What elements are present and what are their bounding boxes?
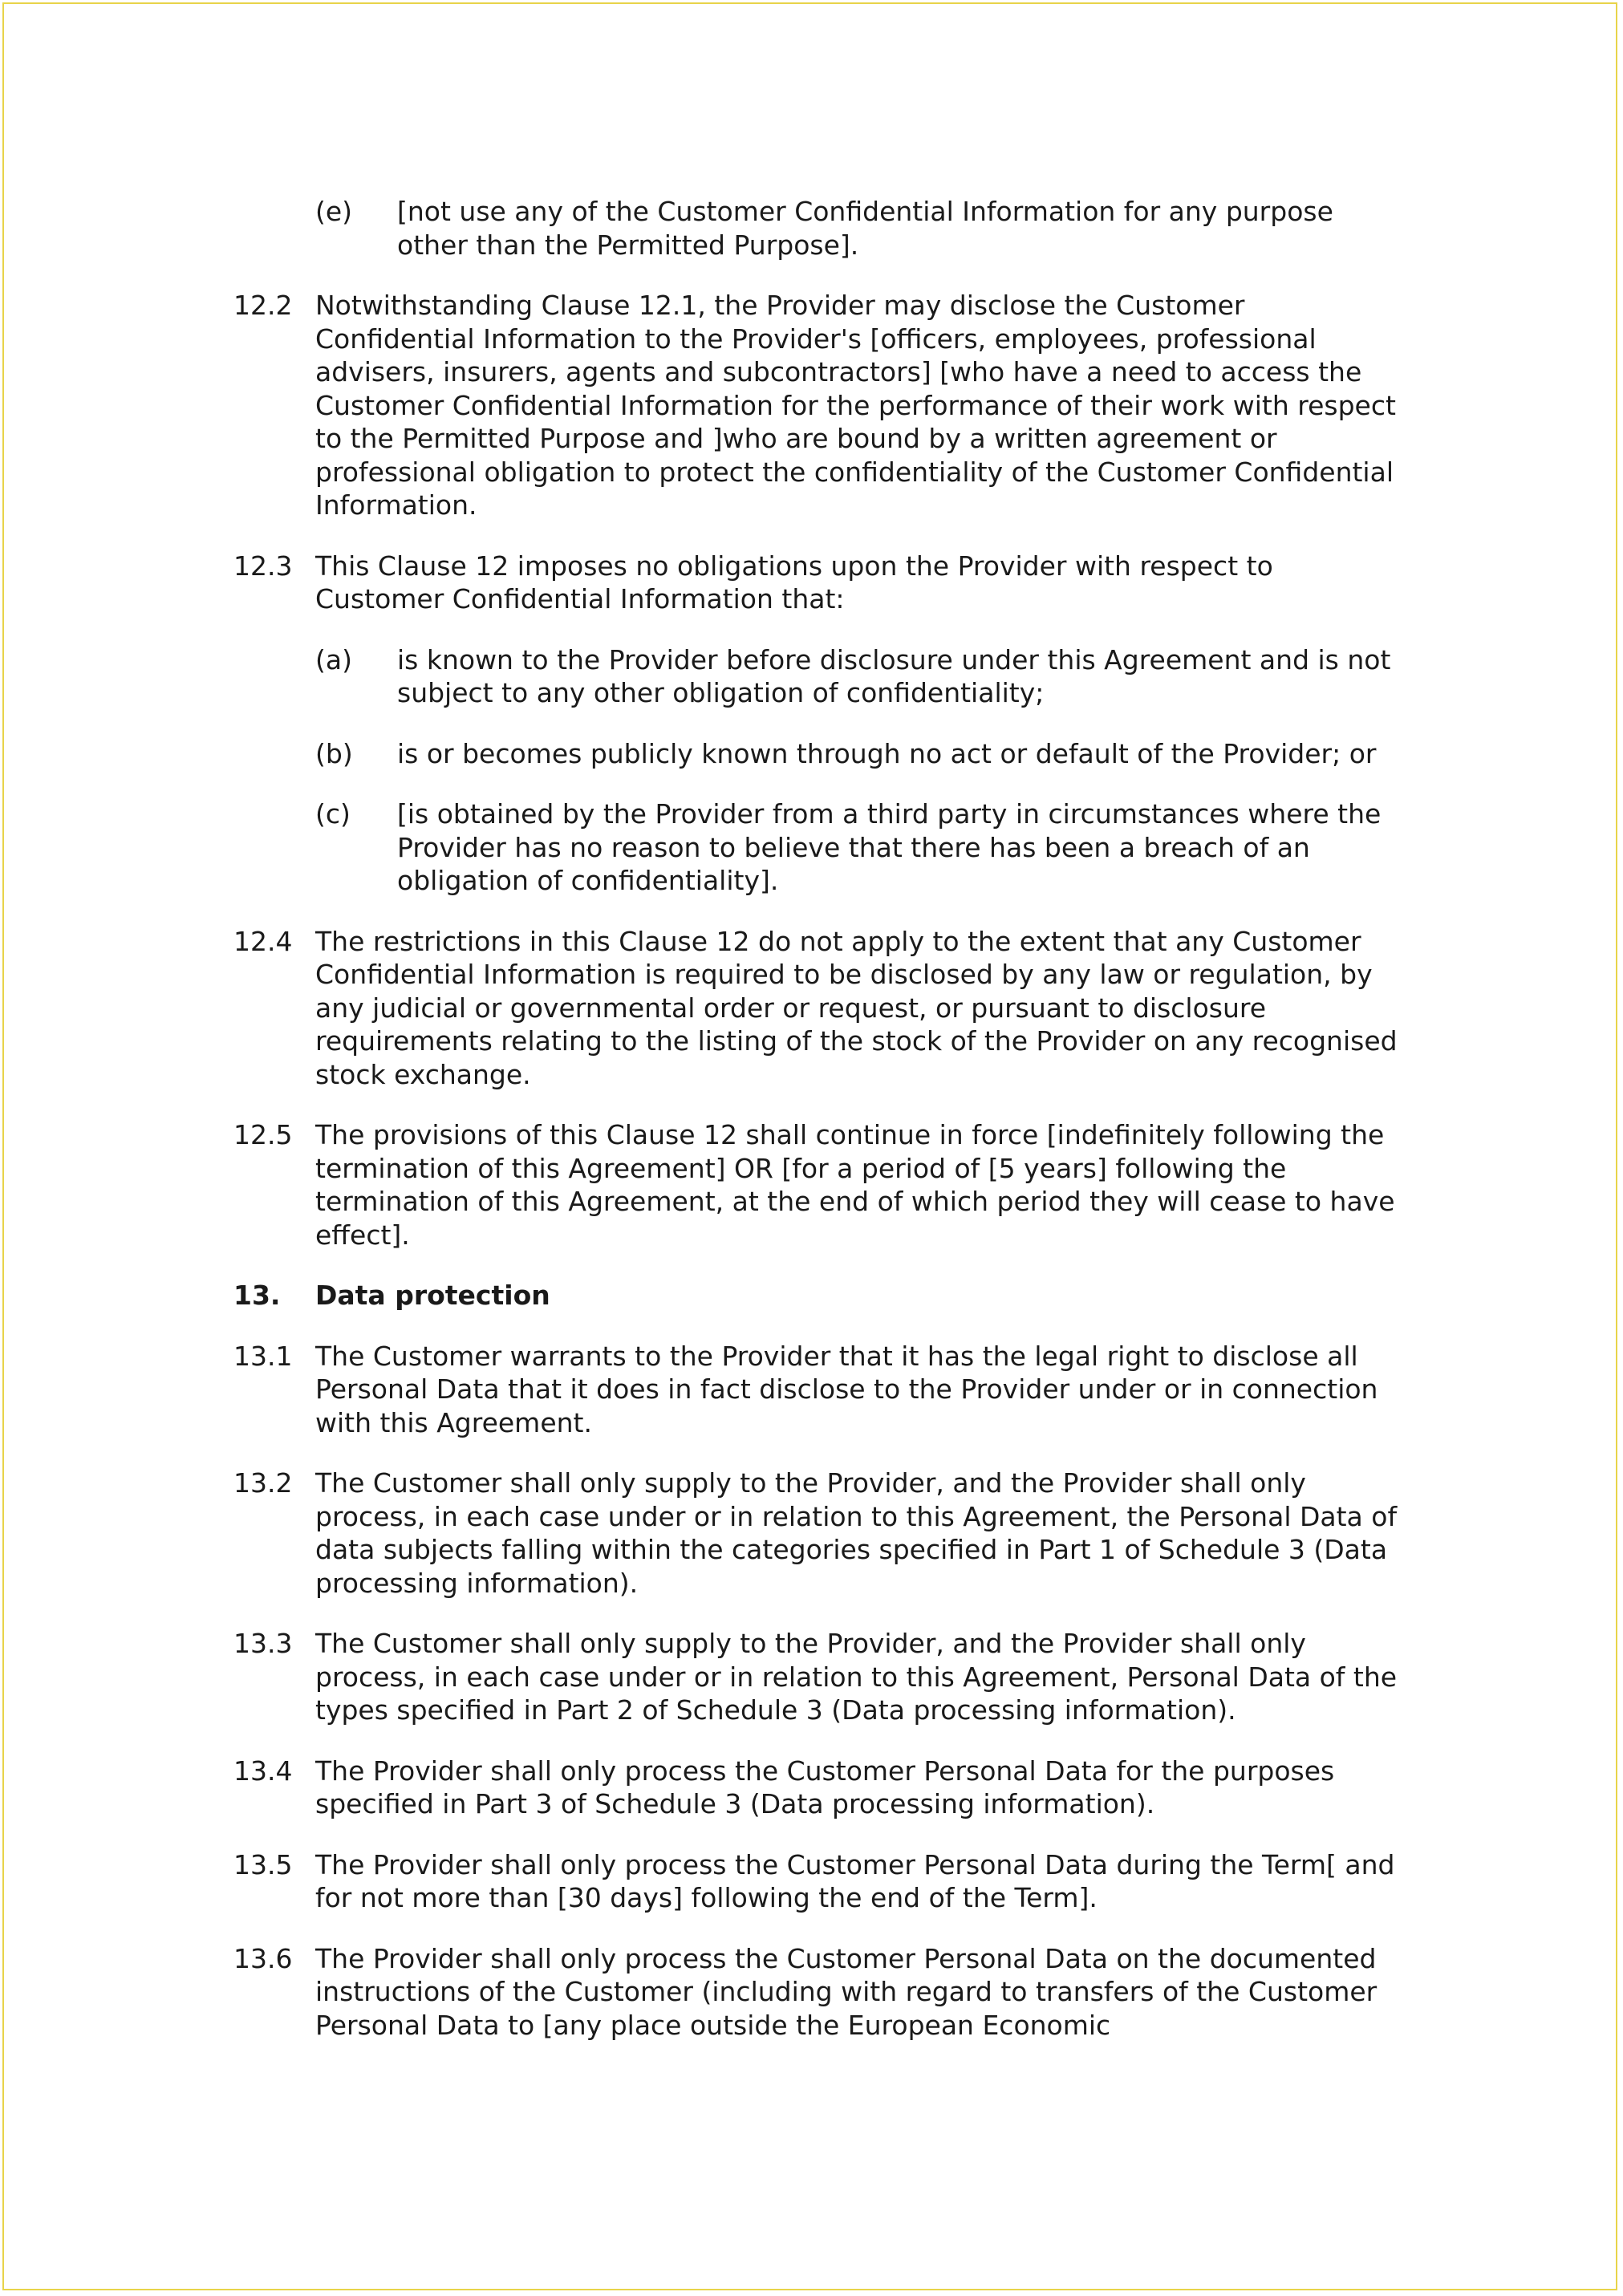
clause-text: The restrictions in this Clause 12 do not apply to the extent that any Customer Confidential Information is required to be disclosed by any law or regulation, by any judicial or governmental order or request, or pursuant to disclosure requirements relating to the listing of the stock of the Provider on any recognised stock exchange. bbox=[315, 925, 1398, 1090]
section-title: Data protection bbox=[315, 1280, 550, 1311]
clause-number: 13.2 bbox=[233, 1467, 293, 1499]
clause-text: The provisions of this Clause 12 shall continue in force [indefinitely following the termination of this Agreement] OR [for a period of [5 years] following the termination of this Agreement, at the end of which period they will cease to have effect]. bbox=[315, 1119, 1395, 1251]
clause-12-4 bbox=[233, 925, 1405, 1092]
clause-number: 12.4 bbox=[233, 925, 293, 957]
clause-number: (c) bbox=[315, 798, 351, 830]
clause-12-3-b bbox=[315, 737, 1405, 771]
clause-12-5 bbox=[233, 1118, 1405, 1251]
clause-12-2 bbox=[233, 289, 1405, 522]
document-body bbox=[233, 195, 1405, 2069]
clause-12-1-e bbox=[315, 195, 1405, 262]
clause-text: The Customer shall only supply to the Provider, and the Provider shall only process, in each case under or in relation to this Agreement, Personal Data of the types specified in Part 2 of Schedule 3 (Data processing information). bbox=[315, 1628, 1398, 1726]
clause-text: [is obtained by the Provider from a third party in circumstances where the Provider has no reason to believe that there has been a breach of an obligation of confidentiality]. bbox=[397, 798, 1382, 896]
clause-number: (b) bbox=[315, 737, 353, 769]
clause-number: 13.3 bbox=[233, 1628, 293, 1659]
clause-text: The Provider shall only process the Customer Personal Data during the Term[ and for not more than [30 days] following the end of the Term]. bbox=[315, 1848, 1395, 1913]
clause-number: 12.3 bbox=[233, 550, 293, 582]
clause-number: 13.4 bbox=[233, 1754, 293, 1787]
clause-13-2 bbox=[233, 1466, 1405, 1600]
section-number: 13. bbox=[233, 1280, 281, 1311]
clause-text: Notwithstanding Clause 12.1, the Provider may disclose the Customer Confidential Information to the Provider's [officers, employees, professional advisers, insurers, agents and subcontractors] [who have a need to access the Customer Confidential Information for the performance of their work with respect to the Permitted Purpose and ]who are bound by a written agreement or professional obligation to protect the confidentiality of the Customer Confidential Information. bbox=[315, 290, 1396, 521]
clause-text: The Provider shall only process the Customer Personal Data for the purposes specified in Part 3 of Schedule 3 (Data processing information). bbox=[315, 1754, 1335, 1819]
clause-text: The Customer shall only supply to the Provider, and the Provider shall only process, in each case under or in relation to this Agreement, the Personal Data of data subjects falling within the categories specified in Part 1 of Schedule 3 (Data processing information). bbox=[315, 1467, 1398, 1599]
clause-12-3 bbox=[233, 550, 1405, 616]
clause-12-3-c bbox=[315, 797, 1405, 898]
clause-text: is or becomes publicly known through no act or default of the Provider; or bbox=[397, 737, 1377, 769]
clause-text: The Customer warrants to the Provider that it has the legal right to disclose all Personal Data that it does in fact disclose to the Provider under or in connection with this Agreement. bbox=[315, 1340, 1378, 1438]
section-heading-13 bbox=[233, 1279, 1405, 1312]
clause-number: 13.1 bbox=[233, 1340, 293, 1372]
clause-text: The Provider shall only process the Customer Personal Data on the documented instructions of the Customer (including with regard to transfers of the Customer Personal Data to [any place outside the European Economic bbox=[315, 1942, 1378, 2041]
clause-number: 12.5 bbox=[233, 1119, 293, 1150]
clause-number: (e) bbox=[315, 196, 353, 227]
clause-13-4 bbox=[233, 1754, 1405, 1821]
clause-number: 13.5 bbox=[233, 1848, 293, 1880]
clause-number: 12.2 bbox=[233, 290, 293, 321]
document-page bbox=[2, 2, 1617, 2290]
clause-12-3-a bbox=[315, 643, 1405, 710]
clause-13-5 bbox=[233, 1848, 1405, 1915]
clause-number: (a) bbox=[315, 643, 352, 675]
clause-text: [not use any of the Customer Confidential Information for any purpose other than the Permitted Purpose]. bbox=[397, 196, 1333, 261]
clause-number: 13.6 bbox=[233, 1942, 293, 1974]
clause-text: is known to the Provider before disclosure under this Agreement and is not subject to any other obligation of confidentiality; bbox=[397, 643, 1391, 708]
clause-text: This Clause 12 imposes no obligations upon the Provider with respect to Customer Confidential Information that: bbox=[315, 550, 1273, 615]
clause-13-3 bbox=[233, 1627, 1405, 1727]
clause-13-1 bbox=[233, 1340, 1405, 1440]
clause-13-6 bbox=[233, 1942, 1405, 2042]
